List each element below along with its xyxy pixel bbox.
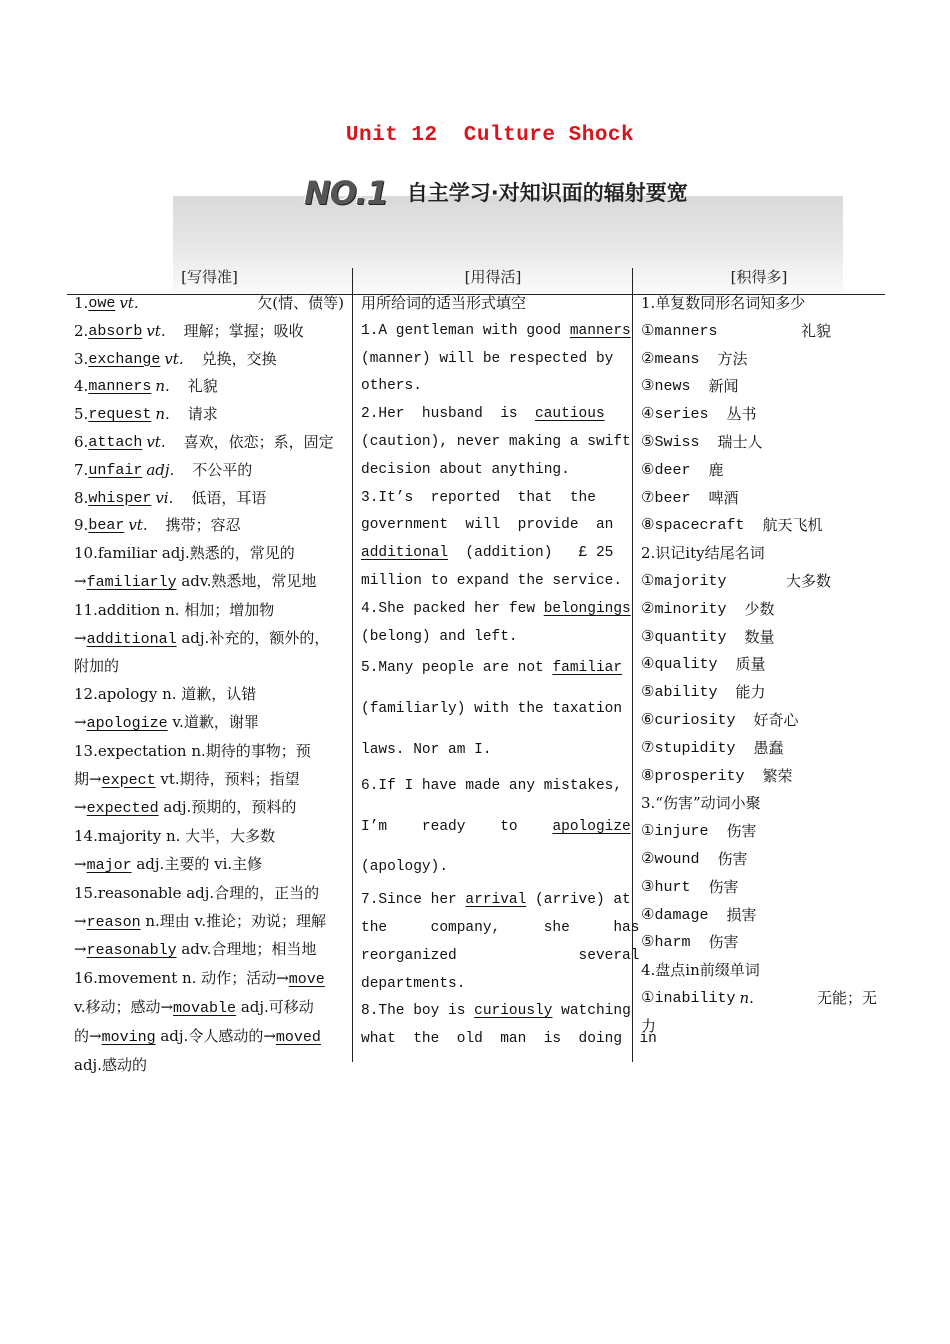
group-heading-1: 1.单复数同形名词知多少 xyxy=(641,294,806,312)
vocab-entry-13: 13.expectation n.期待的事物；预 xyxy=(74,741,311,760)
sentence-7: 7.Since her arrival (arrive) at xyxy=(361,892,631,909)
answer-8: curiously xyxy=(474,1003,553,1020)
sentence-3: 3.It’s reported that the xyxy=(361,489,596,506)
sentence-6-line-2: I’m ready to apologize xyxy=(361,818,631,835)
group-item: ⑧spacecraft 航天飞机 xyxy=(641,516,823,535)
vocab-entry-12-derived: →apologize v.道歉，谢罪 xyxy=(74,712,259,732)
sentence-8-line-2: what the old man is doing in xyxy=(361,1031,657,1048)
sentence-8: 8.The boy is curiously watching xyxy=(361,1003,631,1020)
vocab-entry-13-derived-2: →expected adj.预期的，预料的 xyxy=(74,798,297,818)
group-heading-3: 3.“伤害”动词小聚 xyxy=(641,794,761,813)
sentence-7-line-3: reorganized several xyxy=(361,947,640,964)
group-item: ⑦beer 啤酒 xyxy=(641,488,739,507)
column-header-accumulate: [积得多] xyxy=(730,268,788,286)
word-group-column xyxy=(641,290,877,1041)
vocab-entry-16: 16.movement n. 动作；活动→move xyxy=(74,969,325,989)
sentence-4: 4.She packed her few belongings xyxy=(361,600,631,617)
group-item: ①majority 大多数 xyxy=(641,571,831,590)
group-item-4-1-cont: 力 xyxy=(641,1016,657,1035)
sentence-1: 1.A gentleman with good manners xyxy=(361,322,631,339)
group-item: ③quantity 数量 xyxy=(641,627,775,646)
group-item: ②means 方法 xyxy=(641,349,748,368)
vocab-entry-5: 5. request n. 请求 xyxy=(74,405,218,424)
vocab-entry-7: 7. unfair adj. 不公平的 xyxy=(74,460,253,479)
vocab-entry-11-cont: 附加的 xyxy=(74,657,120,676)
sentence-6-line-3: (apology). xyxy=(361,859,449,876)
sentence-2-line-3: decision about anything. xyxy=(361,461,570,478)
section-number-badge: NO.1 xyxy=(304,174,388,212)
group-item: ⑥deer 鹿 xyxy=(641,460,724,479)
group-item: ②wound 伤害 xyxy=(641,849,748,868)
vocab-entry-2: 2. absorb vt. 理解；掌握；吸收 xyxy=(74,321,304,340)
vocab-entry-16-cont: adj.感动的 xyxy=(74,1055,147,1074)
group-item: ③hurt 伤害 xyxy=(641,877,739,896)
fill-in-instruction: 用所给词的适当形式填空 xyxy=(361,294,527,312)
group-item: ③news 新闻 xyxy=(641,377,739,396)
section-subtitle: 自主学习·对知识面的辐射要宽 xyxy=(406,181,688,205)
group-item: ⑤Swiss 瑞士人 xyxy=(641,432,763,451)
vocab-list xyxy=(74,290,344,540)
sentence-7-line-4: departments. xyxy=(361,975,466,992)
answer-1: manners xyxy=(569,322,631,339)
group-item: ⑤ability 能力 xyxy=(641,683,766,702)
sentence-5-line-2: (familiarly) with the taxation xyxy=(361,701,623,718)
sentence-1-line-2: (manner) will be respected by xyxy=(361,350,614,367)
group-list-2 xyxy=(641,568,877,790)
vocab-entry-15-derived-2: →reasonably adv.合理地；相当地 xyxy=(74,940,317,960)
answer-3: additional xyxy=(361,545,449,562)
column-header-write: [写得准] xyxy=(181,268,238,286)
vocab-entry-11: 11.addition n. 相加；增加物 xyxy=(74,600,275,619)
vocab-entry-10: 10.familiar adj.熟悉的，常见的 xyxy=(74,544,295,563)
vocab-entry-14: 14.majority n. 大半，大多数 xyxy=(74,827,276,846)
group-item-4-1: ①inability n. 无能；无 xyxy=(641,988,877,1007)
group-list-1 xyxy=(641,318,877,540)
column-divider-2 xyxy=(632,268,633,1062)
group-item: ④quality 质量 xyxy=(641,655,766,674)
group-list-3 xyxy=(641,818,877,957)
vocab-entry-10-derived: →familiarly adv.熟悉地，常见地 xyxy=(74,571,317,591)
sentence-5: 5.Many people are not familiar xyxy=(361,660,623,677)
column-divider-1 xyxy=(352,268,353,1062)
group-item: ⑥curiosity 好奇心 xyxy=(641,710,799,729)
answer-4: belongings xyxy=(543,600,631,617)
group-item: ①injure 伤害 xyxy=(641,822,757,841)
column-header-use: [用得活] xyxy=(464,268,522,286)
unit-title: Unit 12 Culture Shock xyxy=(345,124,635,147)
sentence-3-line-2: government will provide an xyxy=(361,517,614,534)
vocab-entry-16-derived: v.移动；感动→movable adj.可移动 xyxy=(74,997,314,1017)
group-item: ④damage 损害 xyxy=(641,905,757,924)
vocab-entry-11-derived: →additional adj.补充的，额外的， xyxy=(74,628,330,648)
group-heading-4: 4.盘点in前缀单词 xyxy=(641,961,760,980)
vocab-column xyxy=(74,290,344,1079)
vocab-entry-14-derived: →major adj.主要的 vi.主修 xyxy=(74,854,263,874)
sentence-2-line-2: (caution), never making a swift xyxy=(361,433,631,450)
group-item: ①manners 礼貌 xyxy=(641,321,831,340)
sentence-2: 2.Her husband is cautious xyxy=(361,406,605,423)
group-item: ④series 丛书 xyxy=(641,405,757,424)
sentence-5-line-3: laws. Nor am I. xyxy=(361,741,492,758)
vocab-entry-4: 4. manners n. 礼貌 xyxy=(74,377,218,396)
group-item: ⑦stupidity 愚蠢 xyxy=(641,738,784,757)
answer-5: familiar xyxy=(552,660,623,677)
section-title xyxy=(304,174,688,212)
vocab-entry-8: 8. whisper vi. 低语，耳语 xyxy=(74,488,267,507)
group-heading-2: 2.识记ity结尾名词 xyxy=(641,544,765,563)
vocab-entry-12: 12.apology n. 道歉，认错 xyxy=(74,685,257,704)
vocab-entry-13-derived: 期→expect vt.期待，预料；指望 xyxy=(74,769,300,789)
vocab-entry-3: 3. exchange vt. 兑换，交换 xyxy=(74,349,277,368)
answer-6: apologize xyxy=(552,818,631,835)
group-item: ⑤harm 伤害 xyxy=(641,933,739,952)
sentence-1-line-3: others. xyxy=(361,378,422,395)
sentence-3-line-3: additional (addition) £ 25 xyxy=(361,545,614,562)
sentence-6: 6.If I have made any mistakes, xyxy=(361,777,623,794)
answer-7: arrival xyxy=(465,892,527,909)
group-item: ②minority 少数 xyxy=(641,599,775,618)
sentence-4-line-2: (belong) and left. xyxy=(361,628,518,645)
vocab-entry-15: 15.reasonable adj.合理的，正当的 xyxy=(74,883,320,902)
group-item: ⑧prosperity 繁荣 xyxy=(641,766,793,785)
sentence-3-line-4: million to expand the service. xyxy=(361,572,623,589)
vocab-entry-1: 1. owe vt. 欠(情、债等) xyxy=(74,294,344,312)
vocab-entry-9: 9. bear vt. 携带；容忍 xyxy=(74,516,241,535)
vocab-entry-15-derived: →reason n.理由 v.推论；劝说；理解 xyxy=(74,911,327,931)
fill-in-column xyxy=(361,290,657,1054)
answer-2: cautious xyxy=(535,406,605,423)
vocab-entry-6: 6. attach vt. 喜欢，依恋；系，固定 xyxy=(74,432,334,451)
vocab-entry-16-derived-2: 的→moving adj.令人感动的→moved xyxy=(74,1026,321,1046)
sentence-7-line-2: the company, she has xyxy=(361,919,640,936)
